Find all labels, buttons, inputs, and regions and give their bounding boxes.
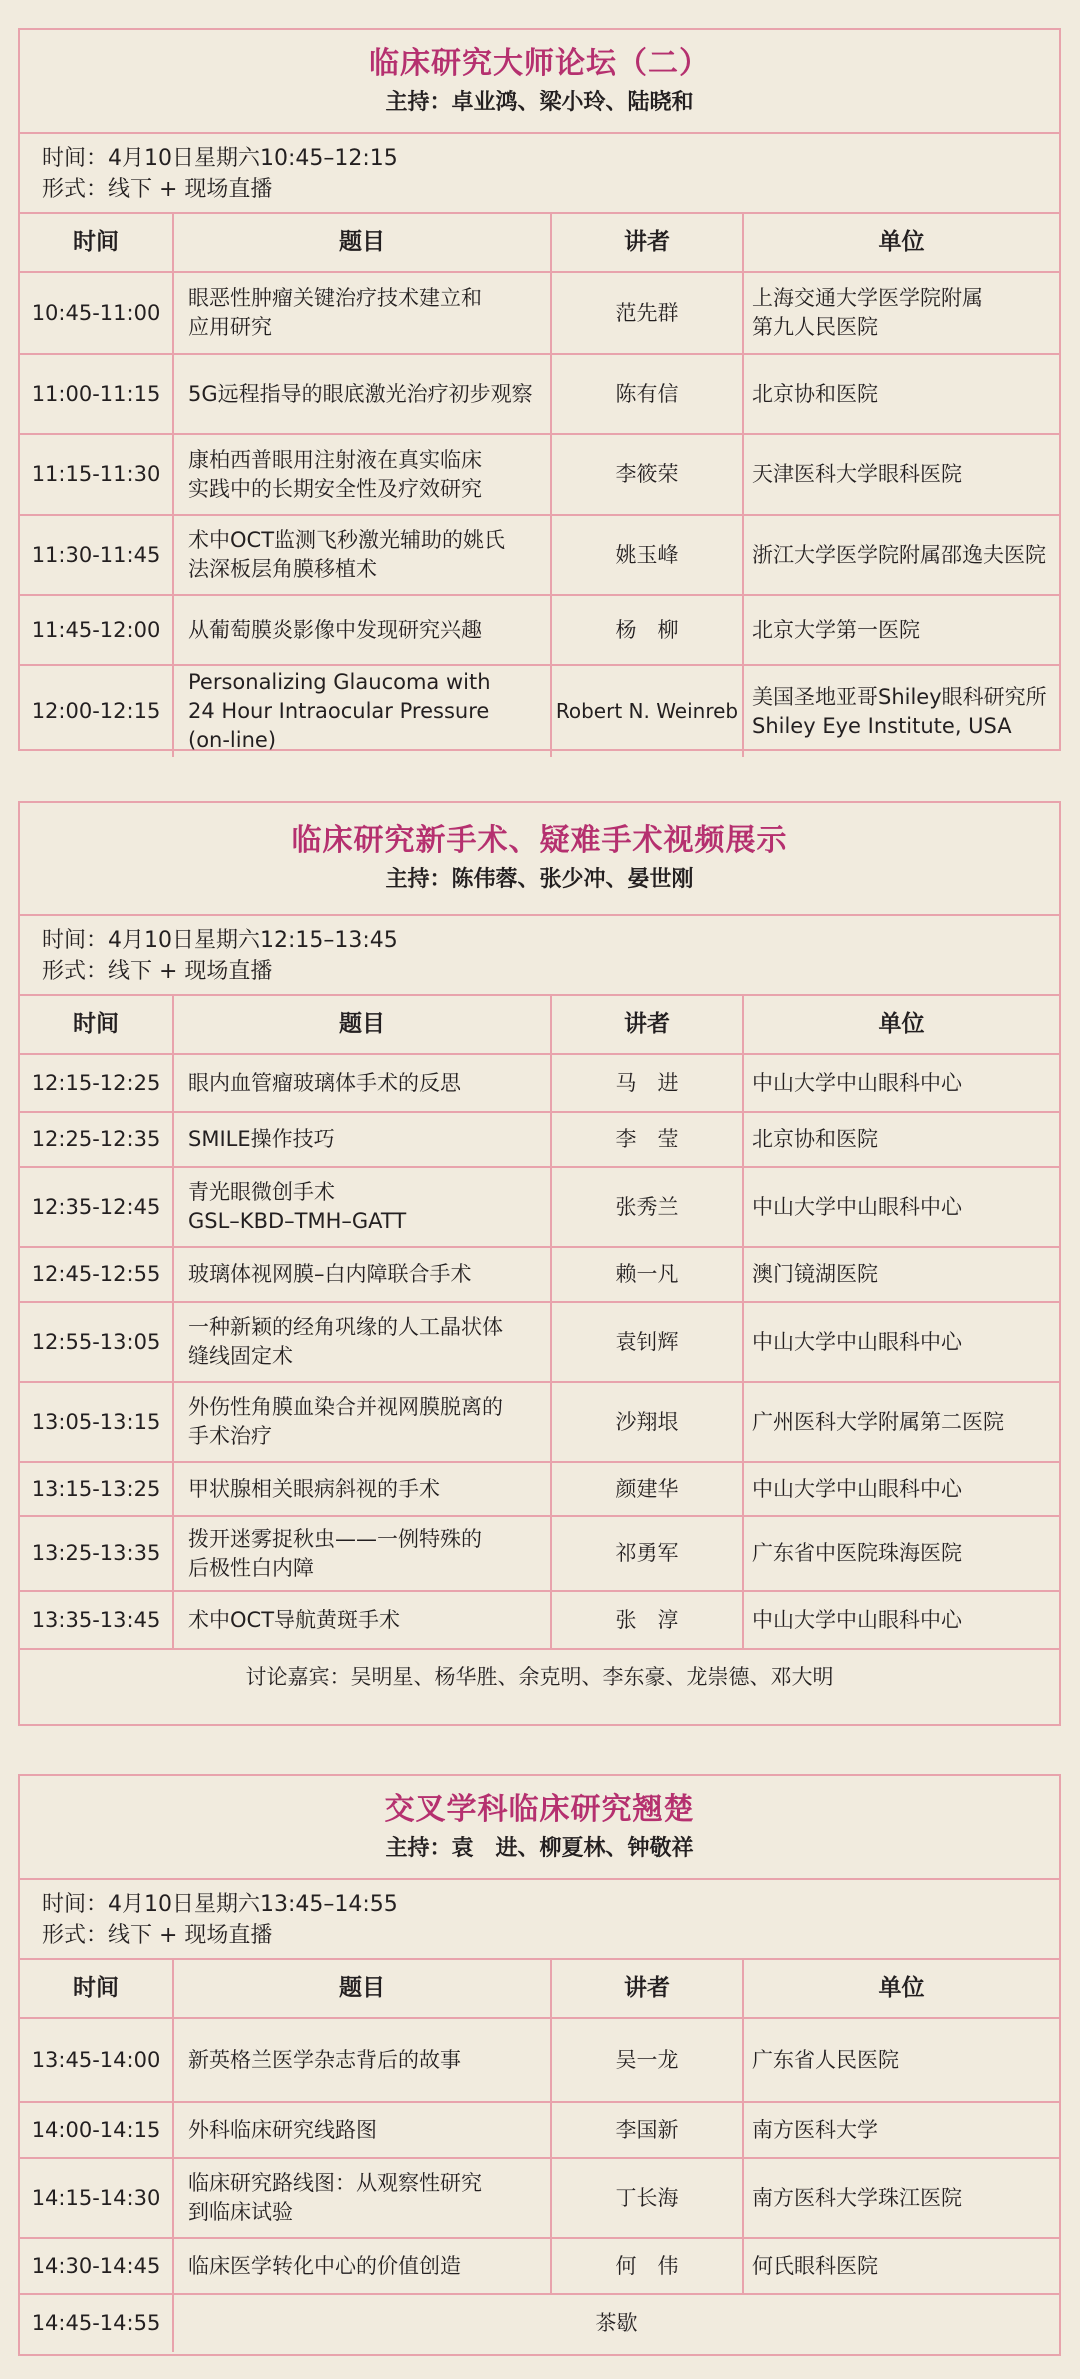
text-line: 北京大学第一医院 [752, 617, 920, 642]
text-line: 实践中的长期安全性及疗效研究 [188, 476, 482, 501]
unit-cell [743, 1516, 1059, 1591]
table-row [20, 1302, 1059, 1382]
unit-cell [743, 1247, 1059, 1302]
topic-cell [173, 434, 551, 515]
text-line: Personalizing Glaucoma with [188, 670, 491, 694]
text-line: 美国圣地亚哥Shiley眼科研究所 [752, 684, 1047, 709]
table-row [20, 2238, 1059, 2294]
table-row [20, 595, 1059, 665]
time-cell: 14:00-14:15 [20, 2102, 173, 2158]
speaker-cell: 李 莹 [551, 1112, 743, 1167]
unit-cell [743, 665, 1059, 757]
table-row [20, 272, 1059, 354]
text-line: 手术治疗 [188, 1424, 272, 1448]
time-cell: 11:00-11:15 [20, 354, 173, 434]
time-cell: 11:15-11:30 [20, 434, 173, 515]
text-line: 南方医科大学珠江医院 [752, 2185, 962, 2210]
text-line: 中山大学中山眼科中心 [752, 1476, 962, 1501]
schedule-table [20, 996, 1059, 1705]
text-line: 中山大学中山眼科中心 [752, 1070, 962, 1095]
text-line: 中山大学中山眼科中心 [752, 1607, 962, 1632]
text-line: 外伤性角膜血染合并视网膜脱离的 [188, 1395, 503, 1419]
topic-cell [173, 1462, 551, 1516]
speaker-cell: 吴一龙 [551, 2018, 743, 2102]
topic-cell [173, 1516, 551, 1591]
column-header: 时间 [20, 996, 173, 1054]
speaker-cell: 赖一凡 [551, 1247, 743, 1302]
unit-cell [743, 1112, 1059, 1167]
text-line: SMILE操作技巧 [188, 1127, 335, 1151]
time-cell: 13:45-14:00 [20, 2018, 173, 2102]
session-title: 临床研究新手术、疑难手术视频展示 [291, 823, 788, 858]
unit-cell [743, 2102, 1059, 2158]
speaker-cell: 丁长海 [551, 2158, 743, 2238]
time-cell: 13:25-13:35 [20, 1516, 173, 1591]
column-header: 讲者 [551, 1960, 743, 2018]
session-header [20, 30, 1059, 134]
text-line: 广州医科大学附属第二医院 [752, 1409, 1004, 1434]
session-info [20, 1880, 1059, 1960]
speaker-cell: Robert N. Weinreb [551, 665, 743, 757]
text-line: 新英格兰医学杂志背后的故事 [188, 2047, 461, 2072]
column-header: 时间 [20, 214, 173, 272]
topic-cell [173, 1247, 551, 1302]
time-cell: 12:15-12:25 [20, 1054, 173, 1112]
topic-cell [173, 272, 551, 354]
text-line: 广东省中医院珠海医院 [752, 1541, 962, 1565]
text-line: 广东省人民医院 [752, 2047, 899, 2072]
text-line: 外科临床研究线路图 [188, 2117, 377, 2142]
table-row [20, 1462, 1059, 1516]
text-line: 康柏西普眼用注射液在真实临床 [188, 447, 482, 472]
text-line: 缝线固定术 [188, 1344, 293, 1368]
speaker-cell: 祁勇军 [551, 1516, 743, 1591]
unit-cell [743, 2018, 1059, 2102]
speaker-cell: 马 进 [551, 1054, 743, 1112]
text-line: 临床医学转化中心的价值创造 [188, 2253, 461, 2278]
text-line: 浙江大学医学院附属邵逸夫医院 [752, 542, 1046, 567]
time-cell: 11:45-12:00 [20, 595, 173, 665]
speaker-cell: 袁钊辉 [551, 1302, 743, 1382]
time-cell: 12:45-12:55 [20, 1247, 173, 1302]
speaker-cell: 姚玉峰 [551, 515, 743, 595]
text-line: 玻璃体视网膜–白内障联合手术 [188, 1262, 472, 1286]
text-line: 天津医科大学眼科医院 [752, 462, 962, 486]
topic-cell [173, 1167, 551, 1247]
session-info [20, 916, 1059, 996]
topic-cell [173, 1382, 551, 1462]
unit-cell [743, 1302, 1059, 1382]
discussion-row [20, 1649, 1059, 1705]
text-line: 北京协和医院 [752, 1127, 878, 1151]
session-hosts: 主持：陈伟蓉、张少冲、晏世刚 [385, 867, 694, 892]
text-line: 第九人民医院 [752, 315, 878, 339]
topic-cell [173, 2238, 551, 2294]
column-header: 题目 [173, 214, 551, 272]
discussion-guests: 讨论嘉宾：吴明星、杨华胜、余克明、李东豪、龙崇德、邓大明 [20, 1649, 1059, 1705]
table-row [20, 1382, 1059, 1462]
speaker-cell: 张秀兰 [551, 1167, 743, 1247]
table-header-row [20, 1960, 1059, 2018]
table-header-row [20, 214, 1059, 272]
unit-cell [743, 2238, 1059, 2294]
text-line: 5G远程指导的眼底激光治疗初步观察 [188, 381, 533, 406]
topic-cell [173, 2102, 551, 2158]
text-line: 眼恶性肿瘤关键治疗技术建立和 [188, 286, 482, 310]
schedule-table [20, 214, 1059, 757]
unit-cell [743, 595, 1059, 665]
text-line: 后极性白内障 [188, 1555, 314, 1580]
unit-cell [743, 1591, 1059, 1649]
table-row [20, 1591, 1059, 1649]
session-title: 交叉学科临床研究翘楚 [384, 1792, 695, 1827]
session-time: 时间：4月10日星期六12:15–13:45 [42, 928, 398, 953]
unit-cell [743, 272, 1059, 354]
session-format: 形式：线下 + 现场直播 [42, 177, 273, 202]
session-title: 临床研究大师论坛（二） [369, 46, 710, 81]
table-row [20, 1247, 1059, 1302]
table-row [20, 2018, 1059, 2102]
time-cell: 12:25-12:35 [20, 1112, 173, 1167]
unit-cell [743, 354, 1059, 434]
text-line: 一种新颖的经角巩缘的人工晶状体 [188, 1315, 503, 1339]
session-interdisciplinary [18, 1774, 1061, 2356]
text-line: 24 Hour Intraocular Pressure [188, 699, 490, 723]
table-row [20, 1112, 1059, 1167]
text-line: 甲状腺相关眼病斜视的手术 [188, 1476, 440, 1501]
text-line: 南方医科大学 [752, 2117, 878, 2142]
session-hosts: 主持：卓业鸿、梁小玲、陆晓和 [385, 90, 694, 115]
text-line: 何氏眼科医院 [752, 2253, 878, 2278]
session-format: 形式：线下 + 现场直播 [42, 1923, 273, 1948]
time-cell: 14:30-14:45 [20, 2238, 173, 2294]
speaker-cell: 杨 柳 [551, 595, 743, 665]
topic-cell [173, 2158, 551, 2238]
speaker-cell: 何 伟 [551, 2238, 743, 2294]
unit-cell [743, 2158, 1059, 2238]
session-time: 时间：4月10日星期六13:45–14:55 [42, 1892, 398, 1917]
session-header [20, 803, 1059, 916]
unit-cell [743, 1462, 1059, 1516]
time-cell: 13:35-13:45 [20, 1591, 173, 1649]
text-line: 法深板层角膜移植术 [188, 557, 377, 581]
text-line: GSL–KBD–TMH–GATT [188, 1209, 407, 1233]
column-header: 单位 [743, 1960, 1059, 2018]
text-line: 到临床试验 [188, 2200, 293, 2224]
topic-cell [173, 595, 551, 665]
column-header: 题目 [173, 1960, 551, 2018]
column-header: 讲者 [551, 996, 743, 1054]
speaker-cell: 李国新 [551, 2102, 743, 2158]
table-row [20, 2102, 1059, 2158]
unit-cell [743, 515, 1059, 595]
time-cell: 13:15-13:25 [20, 1462, 173, 1516]
topic-cell [173, 515, 551, 595]
speaker-cell: 沙翔垠 [551, 1382, 743, 1462]
text-line: 应用研究 [188, 315, 272, 339]
unit-cell [743, 1382, 1059, 1462]
table-row [20, 665, 1059, 757]
table-row [20, 515, 1059, 595]
table-row [20, 1054, 1059, 1112]
column-header: 讲者 [551, 214, 743, 272]
time-cell: 13:05-13:15 [20, 1382, 173, 1462]
text-line: 中山大学中山眼科中心 [752, 1329, 962, 1354]
session-format: 形式：线下 + 现场直播 [42, 959, 273, 984]
time-cell: 14:15-14:30 [20, 2158, 173, 2238]
text-line: 术中OCT导航黄斑手术 [188, 1607, 401, 1632]
text-line: 临床研究路线图：从观察性研究 [188, 2171, 482, 2195]
time-cell: 10:45-11:00 [20, 272, 173, 354]
table-row [20, 2158, 1059, 2238]
session-master-forum [18, 28, 1061, 751]
unit-cell [743, 1054, 1059, 1112]
table-header-row [20, 996, 1059, 1054]
table-row [20, 1167, 1059, 1247]
session-info [20, 134, 1059, 214]
topic-cell [173, 1591, 551, 1649]
topic-cell [173, 354, 551, 434]
text-line: 上海交通大学医学院附属 [752, 286, 983, 310]
session-hosts: 主持：袁 进、柳夏林、钟敬祥 [385, 1836, 694, 1861]
column-header: 时间 [20, 1960, 173, 2018]
text-line: 拨开迷雾捉秋虫——一例特殊的 [188, 1526, 482, 1551]
unit-cell [743, 434, 1059, 515]
text-line: 澳门镜湖医院 [752, 1262, 878, 1286]
time-cell: 12:35-12:45 [20, 1167, 173, 1247]
table-row [20, 354, 1059, 434]
text-line: (on-line) [188, 728, 277, 752]
unit-cell [743, 1167, 1059, 1247]
speaker-cell: 颜建华 [551, 1462, 743, 1516]
text-line: 青光眼微创手术 [188, 1180, 335, 1204]
time-cell: 12:00-12:15 [20, 665, 173, 757]
session-header [20, 1776, 1059, 1880]
session-new-surgery-videos [18, 801, 1061, 1726]
session-time: 时间：4月10日星期六10:45–12:15 [42, 146, 398, 171]
speaker-cell: 范先群 [551, 272, 743, 354]
text-line: 北京协和医院 [752, 381, 878, 406]
break-row [20, 2294, 1059, 2352]
table-row [20, 1516, 1059, 1591]
schedule-table [20, 1960, 1059, 2352]
topic-cell [173, 1054, 551, 1112]
time-cell: 11:30-11:45 [20, 515, 173, 595]
topic-cell [173, 1302, 551, 1382]
time-cell: 14:45-14:55 [20, 2294, 173, 2352]
column-header: 单位 [743, 996, 1059, 1054]
text-line: 中山大学中山眼科中心 [752, 1194, 962, 1219]
topic-cell [173, 665, 551, 757]
column-header: 单位 [743, 214, 1059, 272]
table-row [20, 434, 1059, 515]
topic-cell [173, 1112, 551, 1167]
speaker-cell: 李筱荣 [551, 434, 743, 515]
speaker-cell: 陈有信 [551, 354, 743, 434]
text-line: Shiley Eye Institute, USA [752, 713, 1012, 738]
time-cell: 12:55-13:05 [20, 1302, 173, 1382]
speaker-cell: 张 淳 [551, 1591, 743, 1649]
text-line: 眼内血管瘤玻璃体手术的反思 [188, 1070, 461, 1095]
column-header: 题目 [173, 996, 551, 1054]
topic-cell [173, 2018, 551, 2102]
text-line: 从葡萄膜炎影像中发现研究兴趣 [188, 617, 482, 642]
tea-break-label: 茶歇 [173, 2294, 1059, 2352]
text-line: 术中OCT监测飞秒激光辅助的姚氏 [188, 528, 506, 552]
